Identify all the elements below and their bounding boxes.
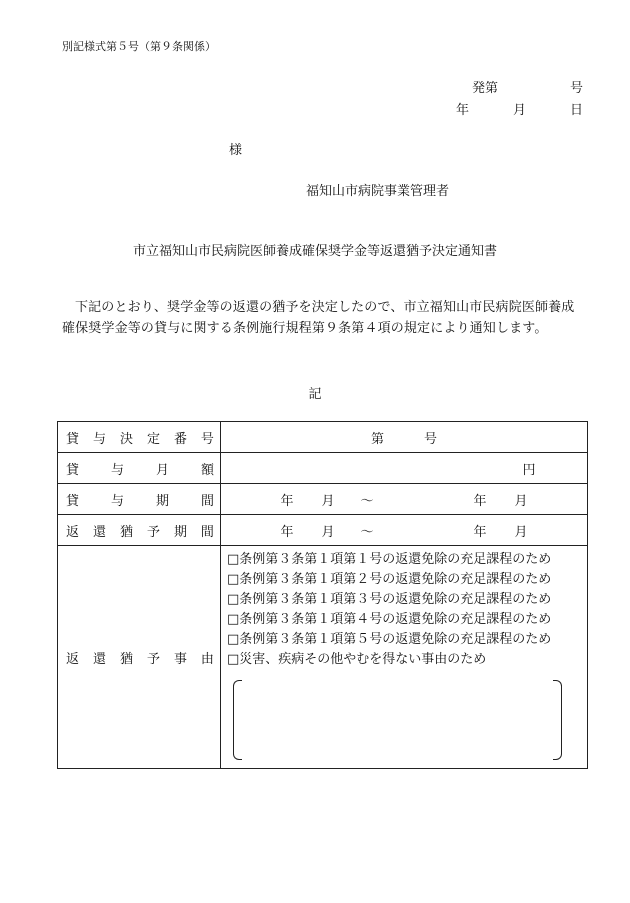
reason-detail-box[interactable] [233,680,562,760]
date-day: 日 [569,103,583,118]
reason-option-2[interactable]: □条例第３条第１項第２号の返還免除の充足課程のため [227,572,552,587]
label-monthly-amount: 貸 与 月 額 [58,453,221,484]
value-loan-number: 第 号 [221,422,588,453]
right-bracket [553,680,562,760]
reason-option-1[interactable]: □条例第３条第１項第１号の返還免除の充足課程のため [227,552,552,567]
body-text: 下記のとおり、奨学金等の返還の猶予を決定したので、市立福知山市民病院医師養成確保奨学金等の貸与に関する条例施行規程第９条第４項の規定により通知します。 [62,300,575,336]
reason-option-6[interactable]: □災害、疾病その他やむを得ない事由のため [227,652,487,667]
value-deferral-period: 年 月 ～ 年 月 [221,515,588,546]
table-row [58,484,588,515]
label-loan-period: 貸 与 期 間 [58,484,221,515]
table-row [58,453,588,484]
table-row [58,515,588,546]
reason-option-3[interactable]: □条例第３条第１項第３号の返還免除の充足課程のため [227,592,552,607]
info-table [57,421,588,769]
issue-number [472,77,583,96]
issue-prefix: 発第 [471,81,498,96]
value-loan-period: 年 月 ～ 年 月 [221,484,588,515]
reason-option-5[interactable]: □条例第３条第１項第５号の返還免除の充足課程のため [227,632,552,647]
table-row [58,422,588,453]
table-row [58,546,588,769]
document-title: 市立福知山市民病院医師養成確保奨学金等返還猶予決定通知書 [132,244,497,259]
value-deferral-reason [221,546,588,769]
issue-suffix: 号 [569,81,583,96]
label-deferral-period: 返 還 猶 予 期 間 [58,515,221,546]
form-label: 別記様式第５号（第９条関係） [62,40,216,53]
label-deferral-reason: 返 還 猶 予 事 由 [58,546,221,769]
ki-heading: 記 [308,387,322,402]
date-year: 年 [455,103,469,118]
value-monthly-amount: 円 [221,453,588,484]
date-month: 月 [512,103,526,118]
sender: 福知山市病院事業管理者 [306,184,450,199]
left-bracket [233,680,242,760]
label-loan-number: 貸 与 決 定 番 号 [58,422,221,453]
reason-option-4[interactable]: □条例第３条第１項第４号の返還免除の充足課程のため [227,612,552,627]
addressee: 様 [229,143,243,158]
issue-date [456,99,583,118]
